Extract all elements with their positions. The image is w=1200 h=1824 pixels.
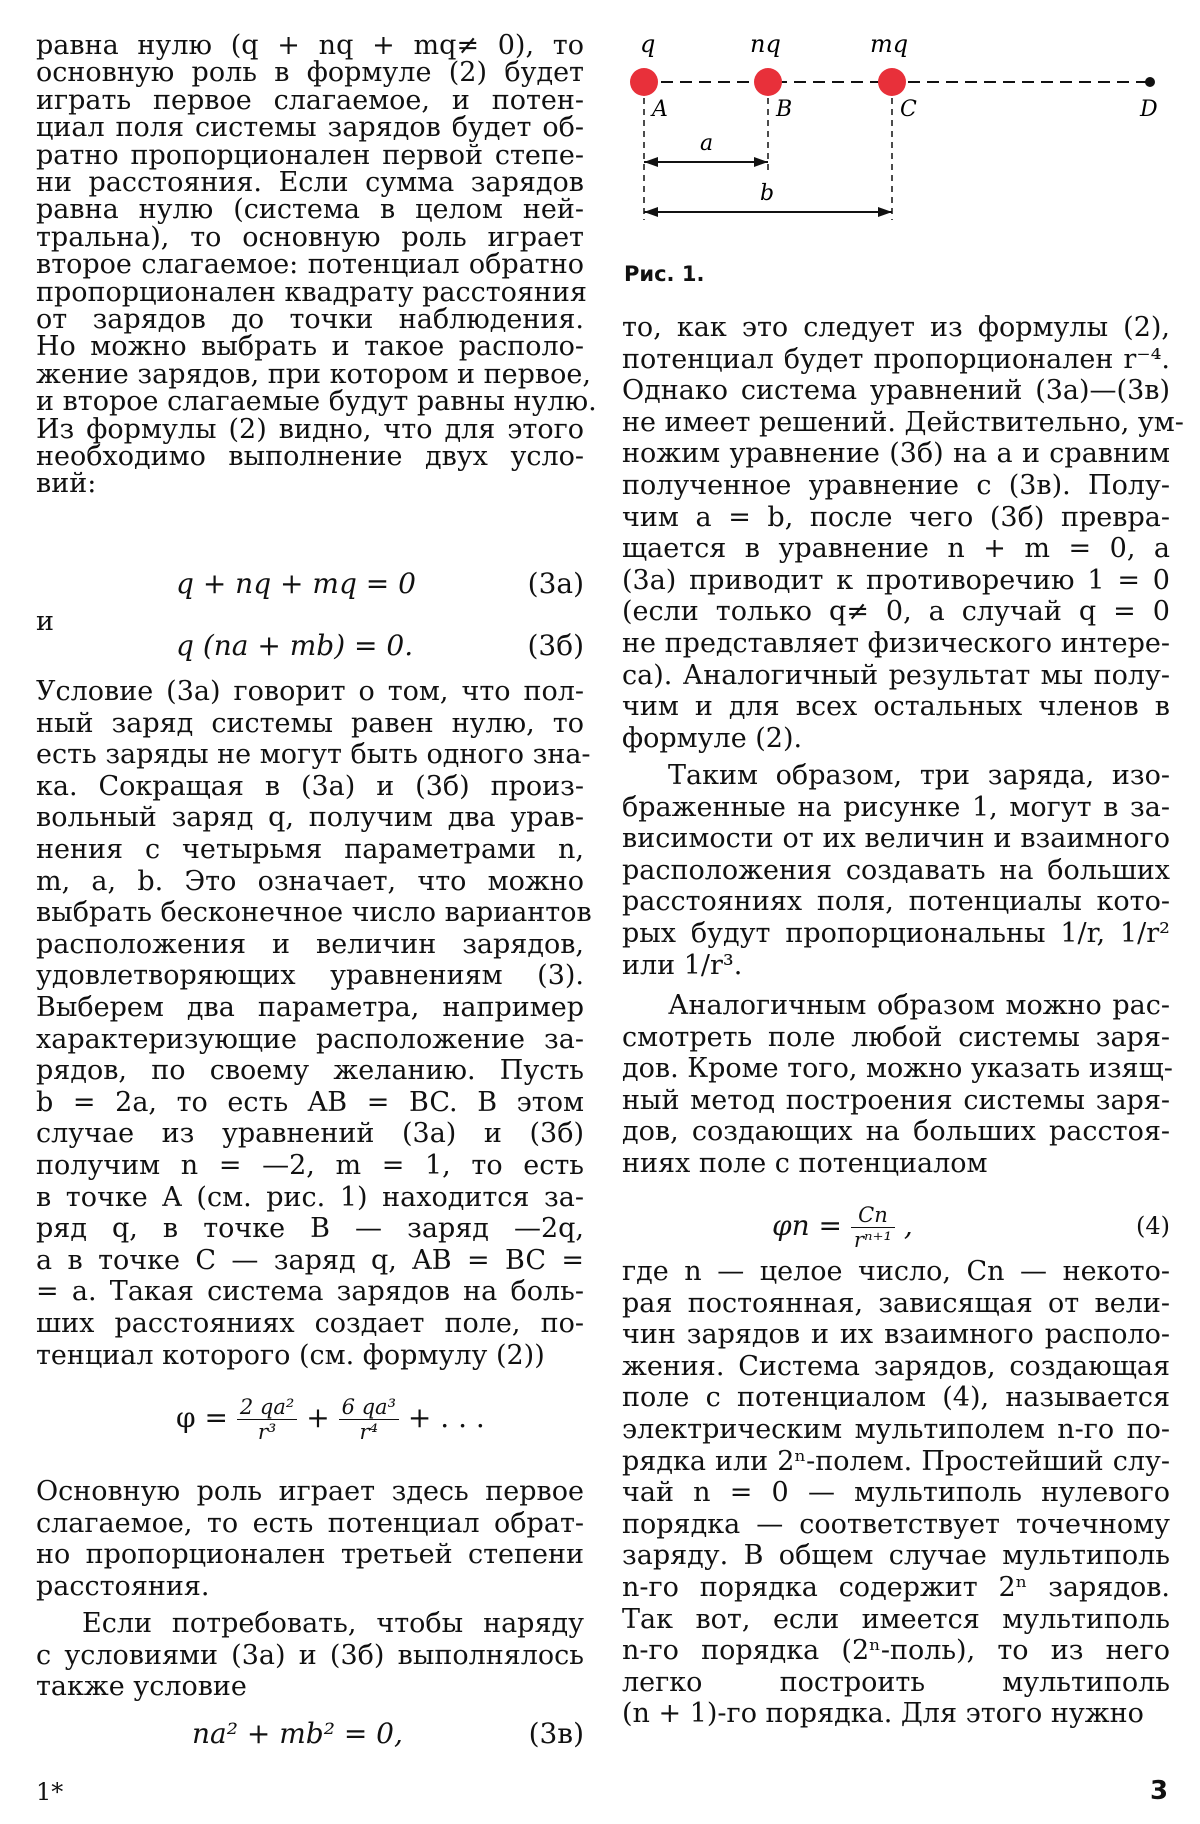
text-line: рядка или 2ⁿ-полем. Простейший слу-: [622, 1445, 1170, 1477]
text-line: ших расстояниях создает поле, по-: [36, 1308, 584, 1339]
text-line: ратно пропорционален первой степе-: [36, 139, 584, 171]
label-nq: nq: [750, 30, 781, 58]
text-line: (n + 1)-го порядка. Для этого нужно: [622, 1698, 1144, 1730]
text-line: ный заряд системы равен нулю, то: [36, 707, 584, 739]
text-line: n-го порядка (2ⁿ-поль), то из него: [622, 1635, 1170, 1667]
equation-4-number: (4): [1136, 1212, 1170, 1240]
text-line: m, a, b. Это означает, что можно: [36, 865, 584, 897]
dimension-a-label: a: [700, 131, 714, 156]
text-line: второе слагаемое: потенциал обратно: [36, 249, 584, 281]
text-line: рых будут пропорциональны 1/r, 1/r²: [622, 918, 1170, 949]
eq4-numerator: Cn: [851, 1203, 895, 1228]
conjunction: и: [36, 606, 54, 637]
label-c-point: C: [900, 97, 917, 122]
text-line: расположения создавать на больших: [622, 854, 1170, 886]
text-line: ножим уравнение (3б) на a и сравним: [622, 438, 1170, 470]
phi-lhs: φ =: [176, 1401, 228, 1434]
text-line: основную роль в формуле (2) будет: [36, 57, 584, 89]
equation-3v-number: (3в): [528, 1717, 584, 1750]
signature-mark: 1*: [36, 1778, 64, 1806]
text-line: не имеет решений. Действительно, ум-: [622, 406, 1184, 438]
figure-caption: Рис. 1.: [624, 262, 705, 286]
equation-4: [622, 1196, 1170, 1256]
text-line: а в точке C — заряд q, AB = BC =: [36, 1244, 584, 1276]
label-a-point: A: [652, 97, 668, 122]
equation-3a-body: q + nq + mq = 0: [176, 567, 416, 600]
text-line: ряд q, в точке B — заряд —2q,: [36, 1213, 584, 1245]
text-line: нения с четырьмя параметрами n,: [36, 834, 584, 865]
text-line: ни расстояния. Если сумма зарядов: [36, 167, 584, 198]
text-line: са). Аналогичный результат мы полу-: [622, 659, 1170, 691]
text-line: пропорционален квадрату расстояния: [36, 276, 587, 308]
text-line: рая постоянная, зависящая от вели-: [622, 1287, 1170, 1319]
charge-q: [630, 68, 658, 96]
text-line: равна нулю (q + nq + mq≠ 0), то: [36, 30, 584, 61]
text-line: b = 2a, то есть AB = BC. В этом: [36, 1086, 584, 1118]
text-line: расположения и величин зарядов,: [36, 928, 584, 960]
text-line: заряду. В общем случае мультиполь: [622, 1540, 1170, 1572]
text-line: формуле (2).: [622, 722, 803, 754]
text-line: щается в уравнение n + m = 0, а: [622, 533, 1170, 565]
dimension-a-arrow-right: [754, 157, 768, 167]
text-line: необходимо выполнение двух усло-: [36, 441, 584, 472]
text-line: в точке A (см. рис. 1) находится за-: [36, 1181, 584, 1213]
dimension-b-arrow-left: [644, 207, 658, 217]
text-line: Если потребовать, чтобы наряду: [82, 1608, 584, 1639]
text-line: порядка — соответствует точечному: [622, 1508, 1170, 1540]
text-line: есть заряды не могут быть одного зна-: [36, 739, 591, 771]
label-q: q: [640, 30, 656, 58]
text-line: получим n = —2, m = 1, то есть: [36, 1150, 584, 1181]
text-line: браженные на рисунке 1, могут в за-: [622, 791, 1170, 823]
text-line: Однако система уравнений (3а)—(3в): [622, 375, 1170, 407]
figure-1: [622, 20, 1182, 230]
phi-term-1: [237, 1395, 297, 1444]
text-line: циал поля системы зарядов будет об-: [36, 112, 584, 144]
text-line: ниях поле с потенциалом: [622, 1148, 988, 1179]
phi-term-2-denominator: r⁴: [359, 1420, 379, 1444]
label-b-point: B: [776, 97, 793, 122]
text-line: тенциал которого (см. формулу (2)): [36, 1339, 545, 1371]
phi-tail: + . . .: [407, 1401, 485, 1434]
equation-3v-body: na² + mb² = 0,: [192, 1717, 403, 1750]
text-line: удовлетворяющих уравнениям (3).: [36, 960, 584, 992]
text-line: Так вот, если имеется мультиполь: [622, 1603, 1170, 1635]
text-line: где n — целое число, Cn — некото-: [622, 1256, 1170, 1287]
text-line: Но можно выбрать и такое располо-: [36, 331, 584, 363]
phi-plus: +: [306, 1401, 330, 1434]
equation-3a: [36, 564, 584, 604]
text-line: дов, создающих на больших расстоя-: [622, 1116, 1170, 1148]
equation-3b-body: q (na + mb) = 0.: [176, 629, 414, 662]
text-line: вольный заряд q, получим два урав-: [36, 802, 584, 834]
text-line: или 1/r³.: [622, 949, 743, 981]
text-line: (если только q≠ 0, а случай q = 0: [622, 596, 1170, 628]
text-line: то, как это следует из формулы (2),: [622, 312, 1170, 343]
eq4-lhs: φn =: [772, 1209, 842, 1242]
dimension-b-label: b: [760, 181, 775, 206]
eq4-denominator: rⁿ⁺¹: [853, 1228, 892, 1252]
text-line: чин зарядов и их взаимного располо-: [622, 1319, 1170, 1351]
text-line: легко построить мультиполь: [622, 1666, 1170, 1698]
text-line: Аналогичным образом можно рас-: [668, 990, 1170, 1021]
text-line: вий:: [36, 468, 97, 500]
text-line: расстояниях поля, потенциалы кото-: [622, 886, 1170, 918]
text-line: и второе слагаемые будут равны нулю.: [36, 386, 597, 418]
text-line: жение зарядов, при котором и первое,: [36, 358, 591, 390]
text-line: выбрать бесконечное число вариантов: [36, 897, 592, 929]
text-line: Основную роль играет здесь первое: [36, 1476, 584, 1507]
text-line: = a. Такая система зарядов на боль-: [36, 1276, 584, 1308]
text-line: дов. Кроме того, можно указать изящ-: [622, 1053, 1173, 1085]
text-line: поле с потенциалом (4), называется: [622, 1382, 1170, 1414]
dimension-a-arrow-left: [644, 157, 658, 167]
text-line: но пропорционален третьей степени: [36, 1539, 584, 1571]
text-line: слагаемое, то есть потенциал обрат-: [36, 1507, 584, 1539]
phi-term-1-denominator: r³: [257, 1420, 277, 1444]
page-number: 3: [1150, 1776, 1169, 1806]
label-d-point: D: [1140, 97, 1158, 122]
text-line: чай n = 0 — мультиполь нулевого: [622, 1477, 1170, 1509]
text-line: электрическим мультиполем n-го по-: [622, 1414, 1170, 1445]
text-line: смотреть поле любой системы заря-: [622, 1021, 1170, 1053]
text-line: ный метод построения системы заря-: [622, 1084, 1170, 1116]
phi-term-2: [339, 1395, 399, 1444]
text-line: n-го порядка содержит 2ⁿ зарядов.: [622, 1572, 1170, 1603]
equation-3b-number: (3б): [527, 629, 584, 662]
text-line: равна нулю (система в целом ней-: [36, 194, 584, 226]
text-line: случае из уравнений (3а) и (3б): [36, 1118, 584, 1150]
text-line: жения. Система зарядов, создающая: [622, 1350, 1170, 1382]
phi-term-2-numerator: 6 qa³: [339, 1395, 399, 1420]
charge-nq: [754, 68, 782, 96]
text-line: потенциал будет пропорционален r⁻⁴.: [622, 343, 1170, 375]
text-line: чим a = b, после чего (3б) превра-: [622, 501, 1170, 533]
charge-mq: [878, 68, 906, 96]
text-line: Выберем два параметра, например: [36, 992, 584, 1023]
text-line: не представляет физического интере-: [622, 628, 1170, 659]
label-mq: mq: [870, 30, 909, 58]
text-line: также условие: [36, 1671, 247, 1703]
text-line: Из формулы (2) видно, что для этого: [36, 413, 584, 445]
text-line: играть первое слагаемое, и потен-: [36, 84, 584, 116]
dimension-b-arrow-right: [878, 207, 892, 217]
text-line: чим и для всех остальных членов в: [622, 691, 1170, 723]
text-line: ка. Сокращая в (3а) и (3б) произ-: [36, 770, 584, 802]
text-line: висимости от их величин и взаимного: [622, 823, 1170, 855]
text-line: тральна), то основную роль играет: [36, 221, 584, 253]
equation-3v: [36, 1714, 584, 1754]
equation-3b: [36, 626, 584, 666]
eq4-comma: ,: [903, 1209, 913, 1242]
text-line: Таким образом, три заряда, изо-: [668, 760, 1170, 791]
text-line: с условиями (3а) и (3б) выполнялось: [36, 1639, 584, 1671]
text-line: от зарядов до точки наблюдения.: [36, 304, 584, 335]
text-line: (3а) приводит к противоречию 1 = 0: [622, 564, 1170, 596]
text-line: расстояния.: [36, 1570, 210, 1602]
equation-phi-expansion: [36, 1388, 584, 1448]
eq4-fraction: [851, 1203, 895, 1252]
text-line: полученное уравнение с (3в). Полу-: [622, 470, 1170, 501]
text-line: характеризующие расположение за-: [36, 1023, 584, 1055]
equation-3a-number: (3а): [527, 567, 584, 600]
text-line: Условие (3а) говорит о том, что пол-: [36, 676, 584, 707]
text-line: рядов, по своему желанию. Пусть: [36, 1055, 584, 1087]
phi-term-1-numerator: 2 qa²: [237, 1395, 297, 1420]
point-d-dot: [1145, 77, 1155, 87]
